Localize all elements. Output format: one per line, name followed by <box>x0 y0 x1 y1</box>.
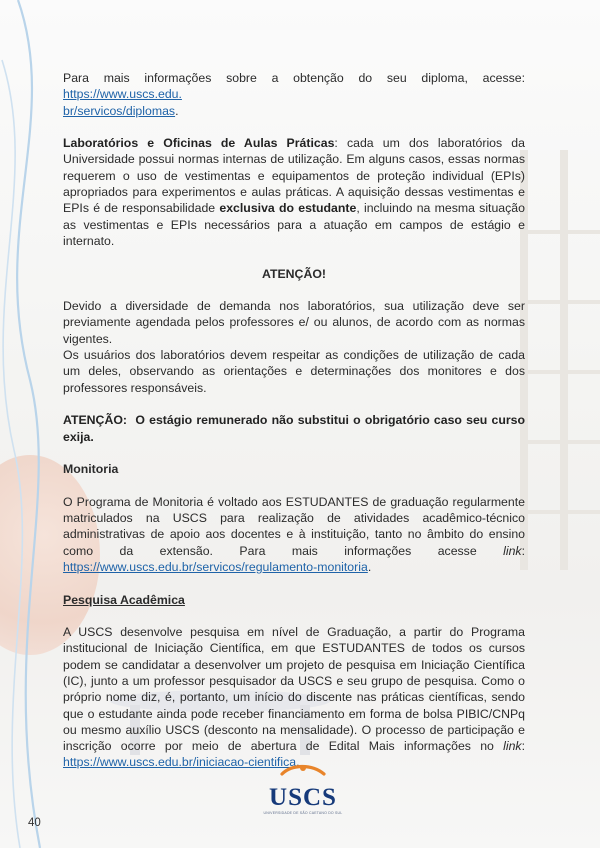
pesquisa-link-word: link <box>503 739 522 754</box>
logo-subtitle: UNIVERSIDADE DE SÃO CAETANO DO SUL <box>263 811 343 815</box>
diploma-suffix: . <box>175 103 179 118</box>
monitoria-title: Monitoria <box>63 462 119 477</box>
labs-text: : cada um dos laboratórios da Universidade possui normas internas de utilização. Em alguns casos, essas normas requerem o uso de vestimentas e equipamentos de proteção individual (EPIs) apropriados para experimentos e aulas práticas. A aquisição dessas vestimentas e EPIs é de responsabilidade <box>63 136 525 216</box>
uscs-logo <box>258 762 348 815</box>
monitoria-link-word: link <box>503 543 522 558</box>
monitoria-text: O Programa de Monitoria é voltado aos ESTUDANTES de graduação regularmente matriculados na USCS para realização de atividades acadêmico-técnico administrativas de apoio aos docentes e à instituição, tanto no âmbito do ensino como da extensão. Para mais informações acesse <box>63 494 525 558</box>
page-number: 40 <box>28 817 41 829</box>
monitoria-paragraph <box>63 494 525 575</box>
diploma-paragraph <box>63 70 525 119</box>
usage-paragraph: Os usuários dos laboratórios devem respeitar as condições de utilização de cada um deles, observando as orientações e determinações dos monitores e dos professores responsáveis. <box>63 348 525 395</box>
labs-heading: Laboratórios e Oficinas de Aulas Práticas <box>63 136 335 151</box>
pesquisa-colon: : <box>521 739 525 754</box>
monitoria-colon: : <box>521 543 525 558</box>
pesquisa-title: Pesquisa Acadêmica <box>63 592 185 607</box>
monitoria-link[interactable]: https://www.uscs.edu.br/servicos/regulamento-monitoria <box>63 559 368 574</box>
pesquisa-text: A USCS desenvolve pesquisa em nível de Graduação, a partir do Programa institucional de Iniciação Científica, em que ESTUDANTES de todos os cursos podem se candidatar a desenvolver um projeto de pesquisa em Iniciação Científica (IC), junto a um professor pesquisador da USCS e seu grupo de pesquisa. Como o próprio nome diz, é, portanto, um início do discente nas práticas científicas, sendo que o estudante ainda pode receber financiamento em forma de bolsa PIBIC/CNPq ou mesmo auxílio USCS (desconto na mensalidade). O processo de participação e inscrição ocorre por meio de abertura de Edital Mais informações no <box>63 625 525 754</box>
pesquisa-link[interactable]: https://www.uscs.edu.br/iniciacao-cientifica <box>63 755 297 770</box>
internship-label: ATENÇÃO: <box>63 413 127 428</box>
wave-line <box>17 0 40 848</box>
labs-text-continued: , incluindo na mesma situação as vestimentas e EPIs necessários para a atuação em campos de estágio e internato. <box>63 201 525 248</box>
diploma-link-continued[interactable]: br/servicos/diplomas <box>63 103 176 118</box>
diploma-link[interactable]: https://www.uscs.edu. <box>63 87 182 102</box>
logo-swoosh-icon <box>278 762 328 780</box>
pesquisa-suffix: . <box>296 755 300 770</box>
diploma-text: Para mais informações sobre a obtenção do seu diploma, acesse: <box>63 71 525 85</box>
pesquisa-paragraph <box>63 624 525 771</box>
wave-line <box>2 60 22 848</box>
labs-emphasis: exclusiva do estudante <box>219 201 357 216</box>
monitoria-suffix: . <box>367 559 372 574</box>
internship-notice <box>63 412 525 445</box>
internship-text: O estágio remunerado não substitui o obrigatório caso seu curso exija. <box>63 413 525 444</box>
page-content <box>63 70 525 771</box>
attention-heading: ATENÇÃO! <box>262 266 326 281</box>
logo-wordmark: USCS <box>269 784 337 811</box>
demand-paragraph: Devido a diversidade de demanda nos laboratórios, sua utilização deve ser previamente agendada pelos professores e/ ou alunos, de acordo com as normas vigentes. <box>63 299 525 346</box>
labs-paragraph <box>63 135 525 249</box>
